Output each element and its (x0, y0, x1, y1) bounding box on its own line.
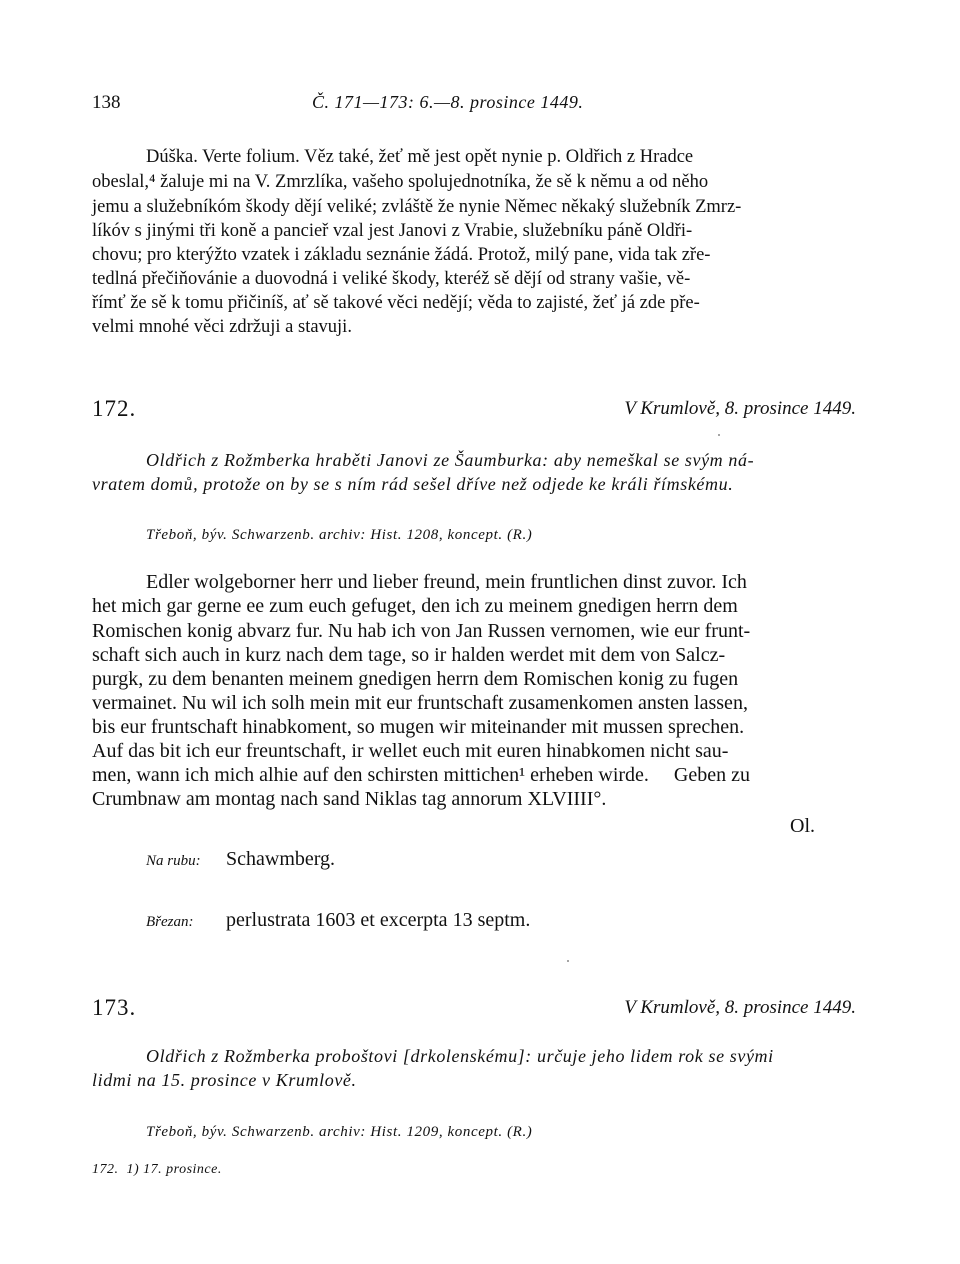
text-line: tedlná přečiňovánie a duovodná i veliké škody, kteréž sě dějí od strany vašie, vě- (92, 269, 691, 289)
print-speck (567, 960, 569, 962)
regest-line: Oldřich z Rožmberka proboštovi [drkolenskému]: určuje jeho lidem rok se svými (146, 1046, 774, 1066)
regest-line: lidmi na 15. prosince v Krumlově. (92, 1070, 357, 1090)
text-line: líkóv s jinými tři koně a pancieř vzal jest Janovi z Vrabie, služebníku páně Oldři- (92, 221, 693, 241)
letter-line: men, wann ich mich alhie auf den schirsten mittichen¹ erheben wirde. Geben zu (92, 764, 750, 786)
entry-place-date: V Krumlově, 8. prosince 1449. (624, 398, 856, 419)
regest-line: vratem domů, protože on by se s ním rád sešel dříve než odjede ke králi římskému. (92, 474, 734, 494)
letter-line: Auf das bit ich eur freuntschaft, ir wellet euch mit euren hinabkomen nicht sau- (92, 740, 729, 762)
brezan-label: Březan: (146, 914, 194, 930)
na-rubu-text: Schawmberg. (226, 848, 336, 870)
text-line: Dúška. Verte folium. Věz také, žeť mě jest opět nynie p. Oldřich z Hradce (146, 147, 694, 167)
entry-number: 172. (92, 396, 137, 421)
text-line: římť že sě k tomu přičiníš, ať sě takové věci nedějí; věda to zajisté, žeť já zde pře- (92, 293, 700, 313)
brezan-text: perlustrata 1603 et excerpta 13 septm. (226, 909, 531, 931)
letter-line: purgk, zu dem benanten meinem gnedigen herrn dem Romischen konig zu fugen (92, 668, 739, 690)
footnote: 172. 1) 17. prosince. (92, 1162, 222, 1177)
text-line: velmi mnohé věci zdržuji a stavuji. (92, 317, 352, 337)
archive-source: Třeboň, býv. Schwarzenb. archiv: Hist. 1209, koncept. (R.) (146, 1124, 533, 1140)
text-line: chovu; pro kterýžto vzatek i základu seznánie žádá. Protož, milý pane, vida tak zře- (92, 245, 711, 265)
text-line: obeslal,⁴ žaluje mi na V. Zmrzlíka, vašeho spolujednotníka, že sě k němu a od něho (92, 172, 709, 192)
letter-line: vermainet. Nu wil ich solh mein mit eur fruntschaft zusamenkomen ansten lassen, (92, 692, 748, 714)
letter-line: bis eur fruntschaft hinabkoment, so mugen wir miteinander mit mussen sprechen. (92, 716, 745, 738)
archive-source: Třeboň, býv. Schwarzenb. archiv: Hist. 1208, koncept. (R.) (146, 527, 533, 543)
letter-line: het mich gar gerne ee zum euch gefuget, den ich zu meinem gnedigen herrn dem (92, 595, 738, 617)
entry-place-date: V Krumlově, 8. prosince 1449. (624, 997, 856, 1018)
text-line: jemu a služebníkóm škody dějí veliké; zvláště že nynie Němec někaký služebník Zmrz- (92, 197, 742, 217)
letter-line: Edler wolgeborner herr und lieber freund, mein fruntlichen dinst zuvor. Ich (146, 571, 747, 593)
na-rubu-label: Na rubu: (146, 853, 201, 869)
letter-line: Crumbnaw am montag nach sand Niklas tag annorum XLVIIII°. (92, 788, 607, 810)
entry-number: 173. (92, 995, 137, 1020)
page-number: 138 (92, 92, 121, 113)
letter-line: schaft sich auch in kurz nach dem tage, so ir halden werdet mit dem von Salcz- (92, 644, 726, 666)
letter-line: Romischen konig abvarz fur. Nu hab ich von Jan Russen vernomen, wie eur frunt- (92, 620, 751, 642)
running-title: Č. 171—173: 6.—8. prosince 1449. (312, 92, 584, 112)
print-speck (718, 434, 720, 436)
signature: Ol. (790, 815, 815, 837)
regest-line: Oldřich z Rožmberka hraběti Janovi ze Šaumburka: aby nemeškal se svým ná- (146, 450, 755, 470)
